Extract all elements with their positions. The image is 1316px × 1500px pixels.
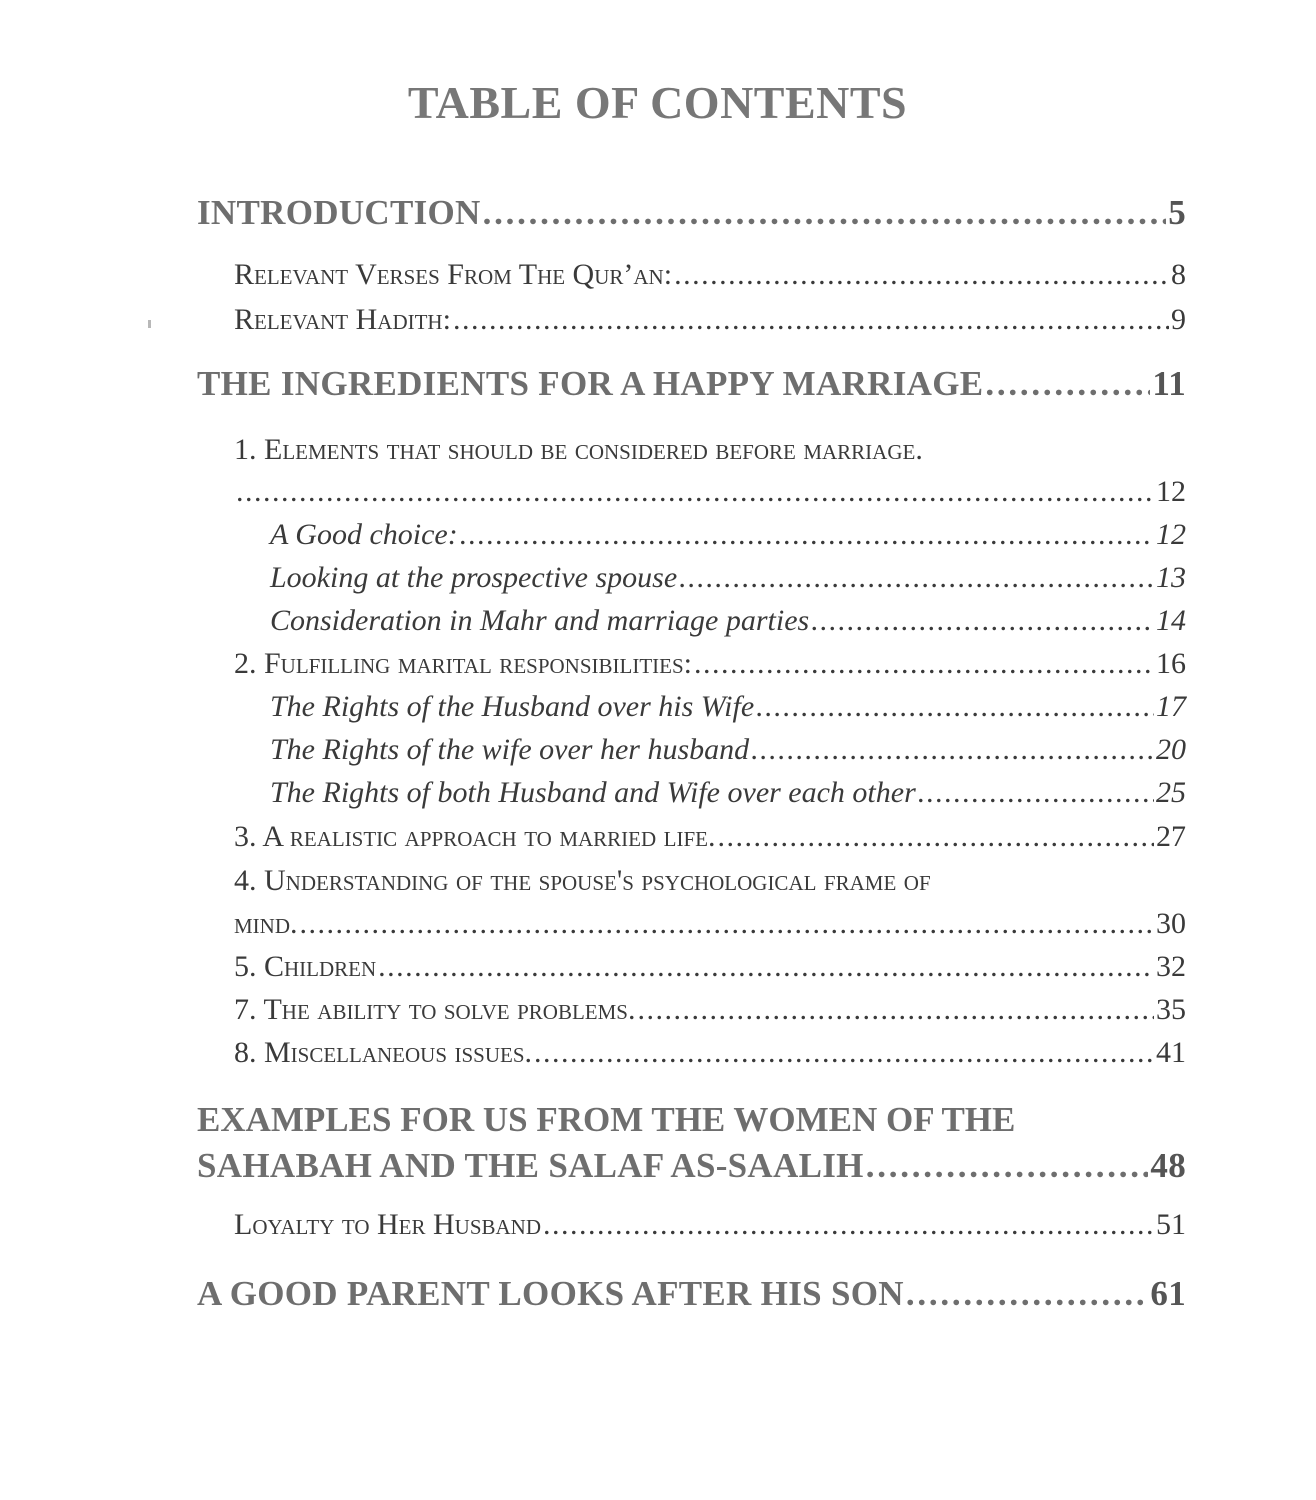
toc-entry-good-parent xyxy=(197,1274,1186,1314)
toc-entry-label: 5. Children xyxy=(234,950,377,983)
dot-leader xyxy=(718,820,1155,854)
dot-leader xyxy=(679,561,1154,595)
toc-entry-rights-both xyxy=(270,776,1186,810)
toc-entry-label: The Rights of the Husband over his Wife xyxy=(270,690,755,723)
dot-leader xyxy=(811,604,1154,638)
toc-entry-label: Relevant Verses From The Qur’an: xyxy=(234,258,673,291)
toc-entry-label: 3. A realistic approach to married life. xyxy=(234,820,716,853)
toc-page-number: 32 xyxy=(1156,950,1186,983)
toc-entry-good-choice xyxy=(270,518,1186,552)
toc-entry-misc xyxy=(234,1036,1186,1070)
toc-entry-rights-husband xyxy=(270,690,1186,724)
toc-page-number: 11 xyxy=(1152,364,1186,403)
dot-leader xyxy=(637,993,1154,1027)
toc-entry-children xyxy=(234,950,1186,984)
toc-entry-realistic xyxy=(234,820,1186,854)
toc-page-number: 17 xyxy=(1156,690,1186,723)
toc-entry-fulfilling xyxy=(234,647,1186,681)
toc-entry-label: INTRODUCTION xyxy=(197,193,481,232)
toc-entry-elements-line1: 1. Elements that should be considered before marriage. xyxy=(234,433,923,466)
toc-page-number: 14 xyxy=(1156,604,1186,637)
dot-leader xyxy=(378,950,1154,984)
toc-entry-label: SAHABAH AND THE SALAF AS-SAALIH xyxy=(197,1146,864,1185)
toc-entry-label: Consideration in Mahr and marriage parties xyxy=(270,604,810,637)
toc-page-number: 16 xyxy=(1156,647,1186,680)
toc-entry-mahr xyxy=(270,604,1186,638)
toc-page-number: 35 xyxy=(1156,993,1186,1026)
dot-leader xyxy=(756,690,1154,724)
toc-entry-loyalty xyxy=(234,1208,1186,1242)
dot-leader xyxy=(453,303,1169,337)
toc-page-number: 51 xyxy=(1156,1208,1186,1241)
dot-leader xyxy=(300,907,1155,941)
toc-entry-label: THE INGREDIENTS FOR A HAPPY MARRIAGE xyxy=(197,364,984,403)
dot-leader xyxy=(751,733,1154,767)
toc-entry-looking xyxy=(270,561,1186,595)
toc-entry-label: Relevant Hadith: xyxy=(234,303,451,336)
toc-page-number: 12 xyxy=(1156,518,1186,551)
toc-page-number: 8 xyxy=(1171,258,1186,291)
toc-page-number: 41 xyxy=(1156,1036,1186,1069)
toc-entry-label: The Rights of the wife over her husband xyxy=(270,733,750,766)
toc-page-number: 13 xyxy=(1156,561,1186,594)
dot-leader xyxy=(985,364,1150,404)
dot-leader xyxy=(543,1208,1154,1242)
dot-leader xyxy=(674,258,1169,292)
dot-leader xyxy=(460,518,1154,552)
toc-entry-ability xyxy=(234,993,1186,1027)
dot-leader xyxy=(694,647,1154,681)
toc-entry-label: Looking at the prospective spouse xyxy=(270,561,678,594)
toc-entry-label: A Good choice: xyxy=(270,518,458,551)
dot-leader xyxy=(906,1274,1149,1314)
page-title: TABLE OF CONTENTS xyxy=(407,77,908,128)
toc-entry-label: The Rights of both Husband and Wife over each other xyxy=(270,776,916,809)
dot-leader xyxy=(236,475,1154,509)
toc-entry-understanding xyxy=(234,907,1186,941)
toc-entry-examples xyxy=(197,1146,1186,1186)
toc-page-number: 20 xyxy=(1156,733,1186,766)
toc-page-number: 5 xyxy=(1168,193,1186,232)
toc-entry-label: A GOOD PARENT LOOKS AFTER HIS SON xyxy=(197,1274,904,1313)
toc-entry-label: 8. Miscellaneous issues. xyxy=(234,1036,533,1069)
dot-leader xyxy=(483,193,1167,233)
toc-entry-label: mind. xyxy=(234,907,298,940)
toc-entry-elements-page-line xyxy=(234,475,1186,509)
dot-leader xyxy=(918,776,1154,810)
toc-entry-label: Loyalty to Her Husband xyxy=(234,1208,542,1241)
toc-entry-label: 2. Fulfilling marital responsibilities: xyxy=(234,647,692,680)
toc-page-number: 25 xyxy=(1156,776,1186,809)
toc-page-number: 12 xyxy=(1156,475,1186,508)
dot-leader xyxy=(534,1036,1154,1070)
toc-entry-introduction xyxy=(197,193,1186,233)
toc-page-number: 9 xyxy=(1171,303,1186,336)
toc-entry-relevant-hadith xyxy=(234,303,1186,337)
dot-leader xyxy=(866,1146,1149,1186)
toc-entry-examples-line1: EXAMPLES FOR US FROM THE WOMEN OF THE xyxy=(197,1100,1016,1139)
toc-entry-ingredients xyxy=(197,364,1186,404)
toc-page-number: 27 xyxy=(1156,820,1186,853)
toc-entry-understanding-line1: 4. Understanding of the spouse's psychological frame of xyxy=(234,864,931,897)
toc-page-number: 30 xyxy=(1156,907,1186,940)
toc-page-number: 61 xyxy=(1150,1274,1186,1313)
toc-entry-label: 7. The ability to solve problems. xyxy=(234,993,636,1026)
toc-page-number: 48 xyxy=(1150,1146,1186,1185)
toc-entry-rights-wife xyxy=(270,733,1186,767)
toc-entry-relevant-verses xyxy=(234,258,1186,292)
